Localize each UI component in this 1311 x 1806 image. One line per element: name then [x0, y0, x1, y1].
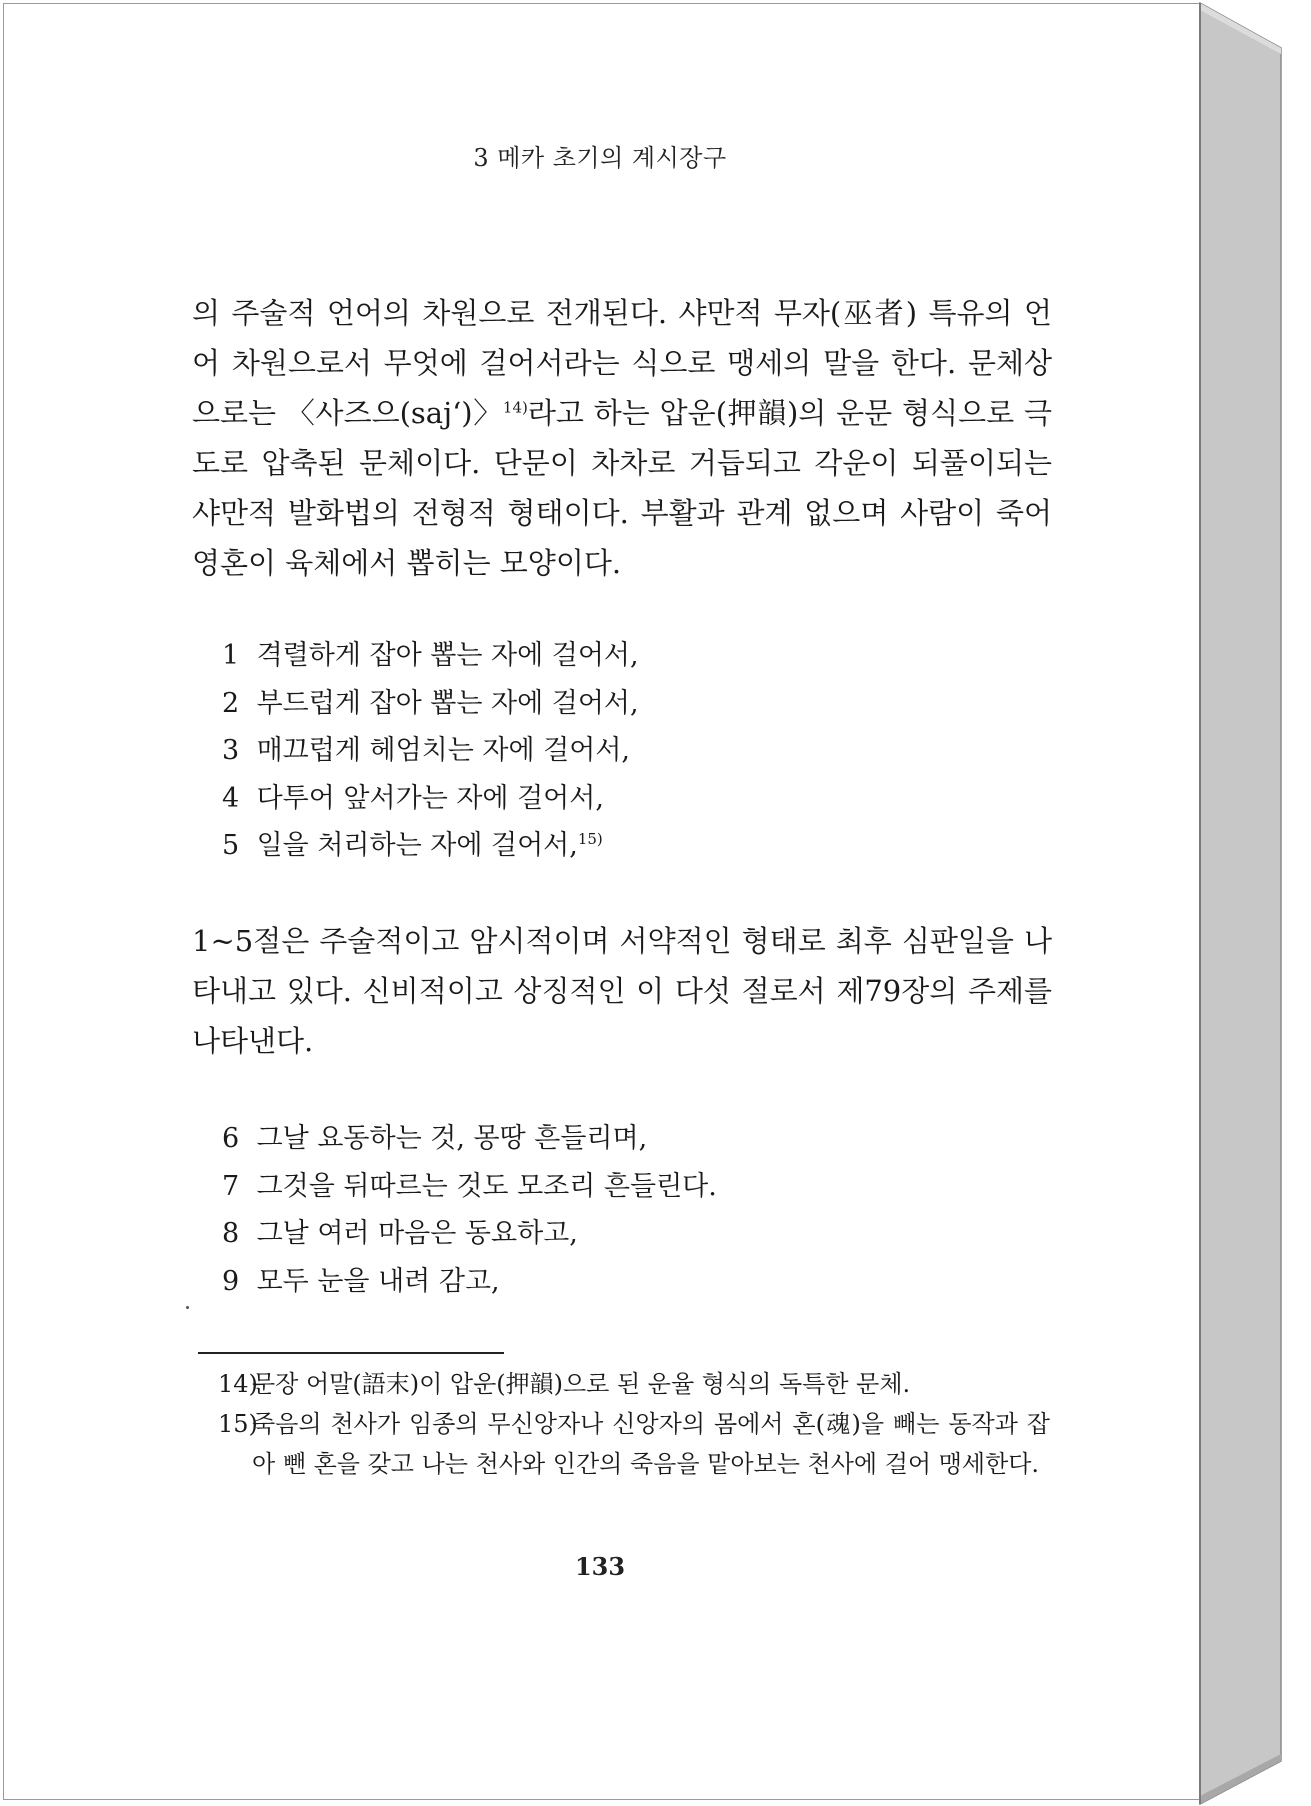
verse-list-6-9 — [222, 1115, 982, 1305]
footnote-mark: 15) — [218, 1410, 258, 1438]
footnote-divider — [198, 1352, 504, 1354]
verse-text: 그날 여러 마음은 동요하고, — [256, 1218, 578, 1249]
verse-number: 9 — [222, 1265, 240, 1297]
running-head: 3 메카 초기의 계시장구 — [473, 144, 727, 172]
verse-line — [222, 632, 982, 680]
footnote-14 — [218, 1364, 1050, 1404]
verse-list-1-5 — [222, 632, 982, 870]
verse-number: 1 — [222, 640, 240, 671]
verse-line — [222, 1163, 982, 1211]
verse-line — [222, 822, 982, 870]
verse-number: 5 — [222, 830, 240, 861]
verse-text: 격렬하게 잡아 뽑는 자에 걸어서, — [256, 640, 639, 671]
verse-text: 매끄럽게 헤엄치는 자에 걸어서, — [256, 735, 630, 766]
book-page — [3, 3, 1200, 1800]
paragraph-1-text-end: 라고 하는 압운(押韻)의 운문 형식으로 극도로 압축된 문체이다. 단문이 차차로 거듭되고 각운이 되풀이되는 샤만적 발화법의 전형적 형태이다. 부활과 관계 없으며 사람이 죽어 영혼이 육체에서 뽑히는 모양이다. — [192, 396, 1052, 580]
verse-line — [222, 775, 982, 823]
verse-number: 4 — [222, 782, 240, 814]
verse-line — [222, 1210, 982, 1258]
footnote-text: 죽음의 천사가 임종의 무신앙자나 신앙자의 몸에서 혼(魂)을 빼는 동작과 잡아 뺀 혼을 갖고 나는 천사와 인간의 죽음을 맡아보는 천사에 걸어 맹세한다. — [252, 1410, 1050, 1478]
verse-number: 7 — [222, 1170, 240, 1202]
verse-text: 모두 눈을 내려 감고, — [256, 1265, 500, 1297]
verse-text: 다투어 앞서가는 자에 걸어서, — [256, 782, 604, 814]
footnote-mark: 14) — [218, 1370, 258, 1398]
verse-text: 부드럽게 잡아 뽑는 자에 걸어서, — [256, 687, 639, 719]
verse-line — [222, 1115, 982, 1163]
footnote-15 — [218, 1404, 1050, 1484]
verse-line — [222, 680, 982, 728]
footnote-ref-14[interactable]: 14) — [502, 398, 528, 417]
paragraph-1-text-start: 의 주술적 언어의 차원으로 전개된다. 샤만적 무자(巫者) 특유의 언어 차원으로서 무엇에 걸어서라는 식으로 맹세의 말을 한다. 문체상으로는 〈사즈으(saj‘)〉 — [192, 296, 1052, 430]
body-paragraph-2: 1~5절은 주술적이고 암시적이며 서약적인 형태로 최후 심판일을 나타내고 있다. 신비적이고 상징적인 이 다섯 절로서 제79장의 주제를 나타낸다. — [192, 924, 1052, 1058]
footnote-ref-15[interactable]: 15) — [577, 830, 603, 848]
verse-number: 3 — [222, 735, 240, 766]
verse-line — [222, 727, 982, 775]
verse-text: 일을 처리하는 자에 걸어서, — [256, 830, 578, 861]
verse-number: 2 — [222, 687, 240, 719]
body-paragraph-1 — [192, 288, 1052, 588]
page-number: 133 — [574, 1552, 626, 1581]
verse-number: 6 — [222, 1123, 240, 1154]
verse-line — [222, 1258, 982, 1306]
footnote-text: 문장 어말(語末)이 압운(押韻)으로 된 운율 형식의 독특한 문체. — [252, 1370, 911, 1398]
stray-mark — [186, 1306, 189, 1309]
verse-number: 8 — [222, 1218, 240, 1249]
footnotes — [218, 1364, 1050, 1484]
verse-text: 그것을 뒤따르는 것도 모조리 흔들린다. — [256, 1170, 717, 1202]
verse-text: 그날 요동하는 것, 몽땅 흔들리며, — [256, 1123, 648, 1154]
